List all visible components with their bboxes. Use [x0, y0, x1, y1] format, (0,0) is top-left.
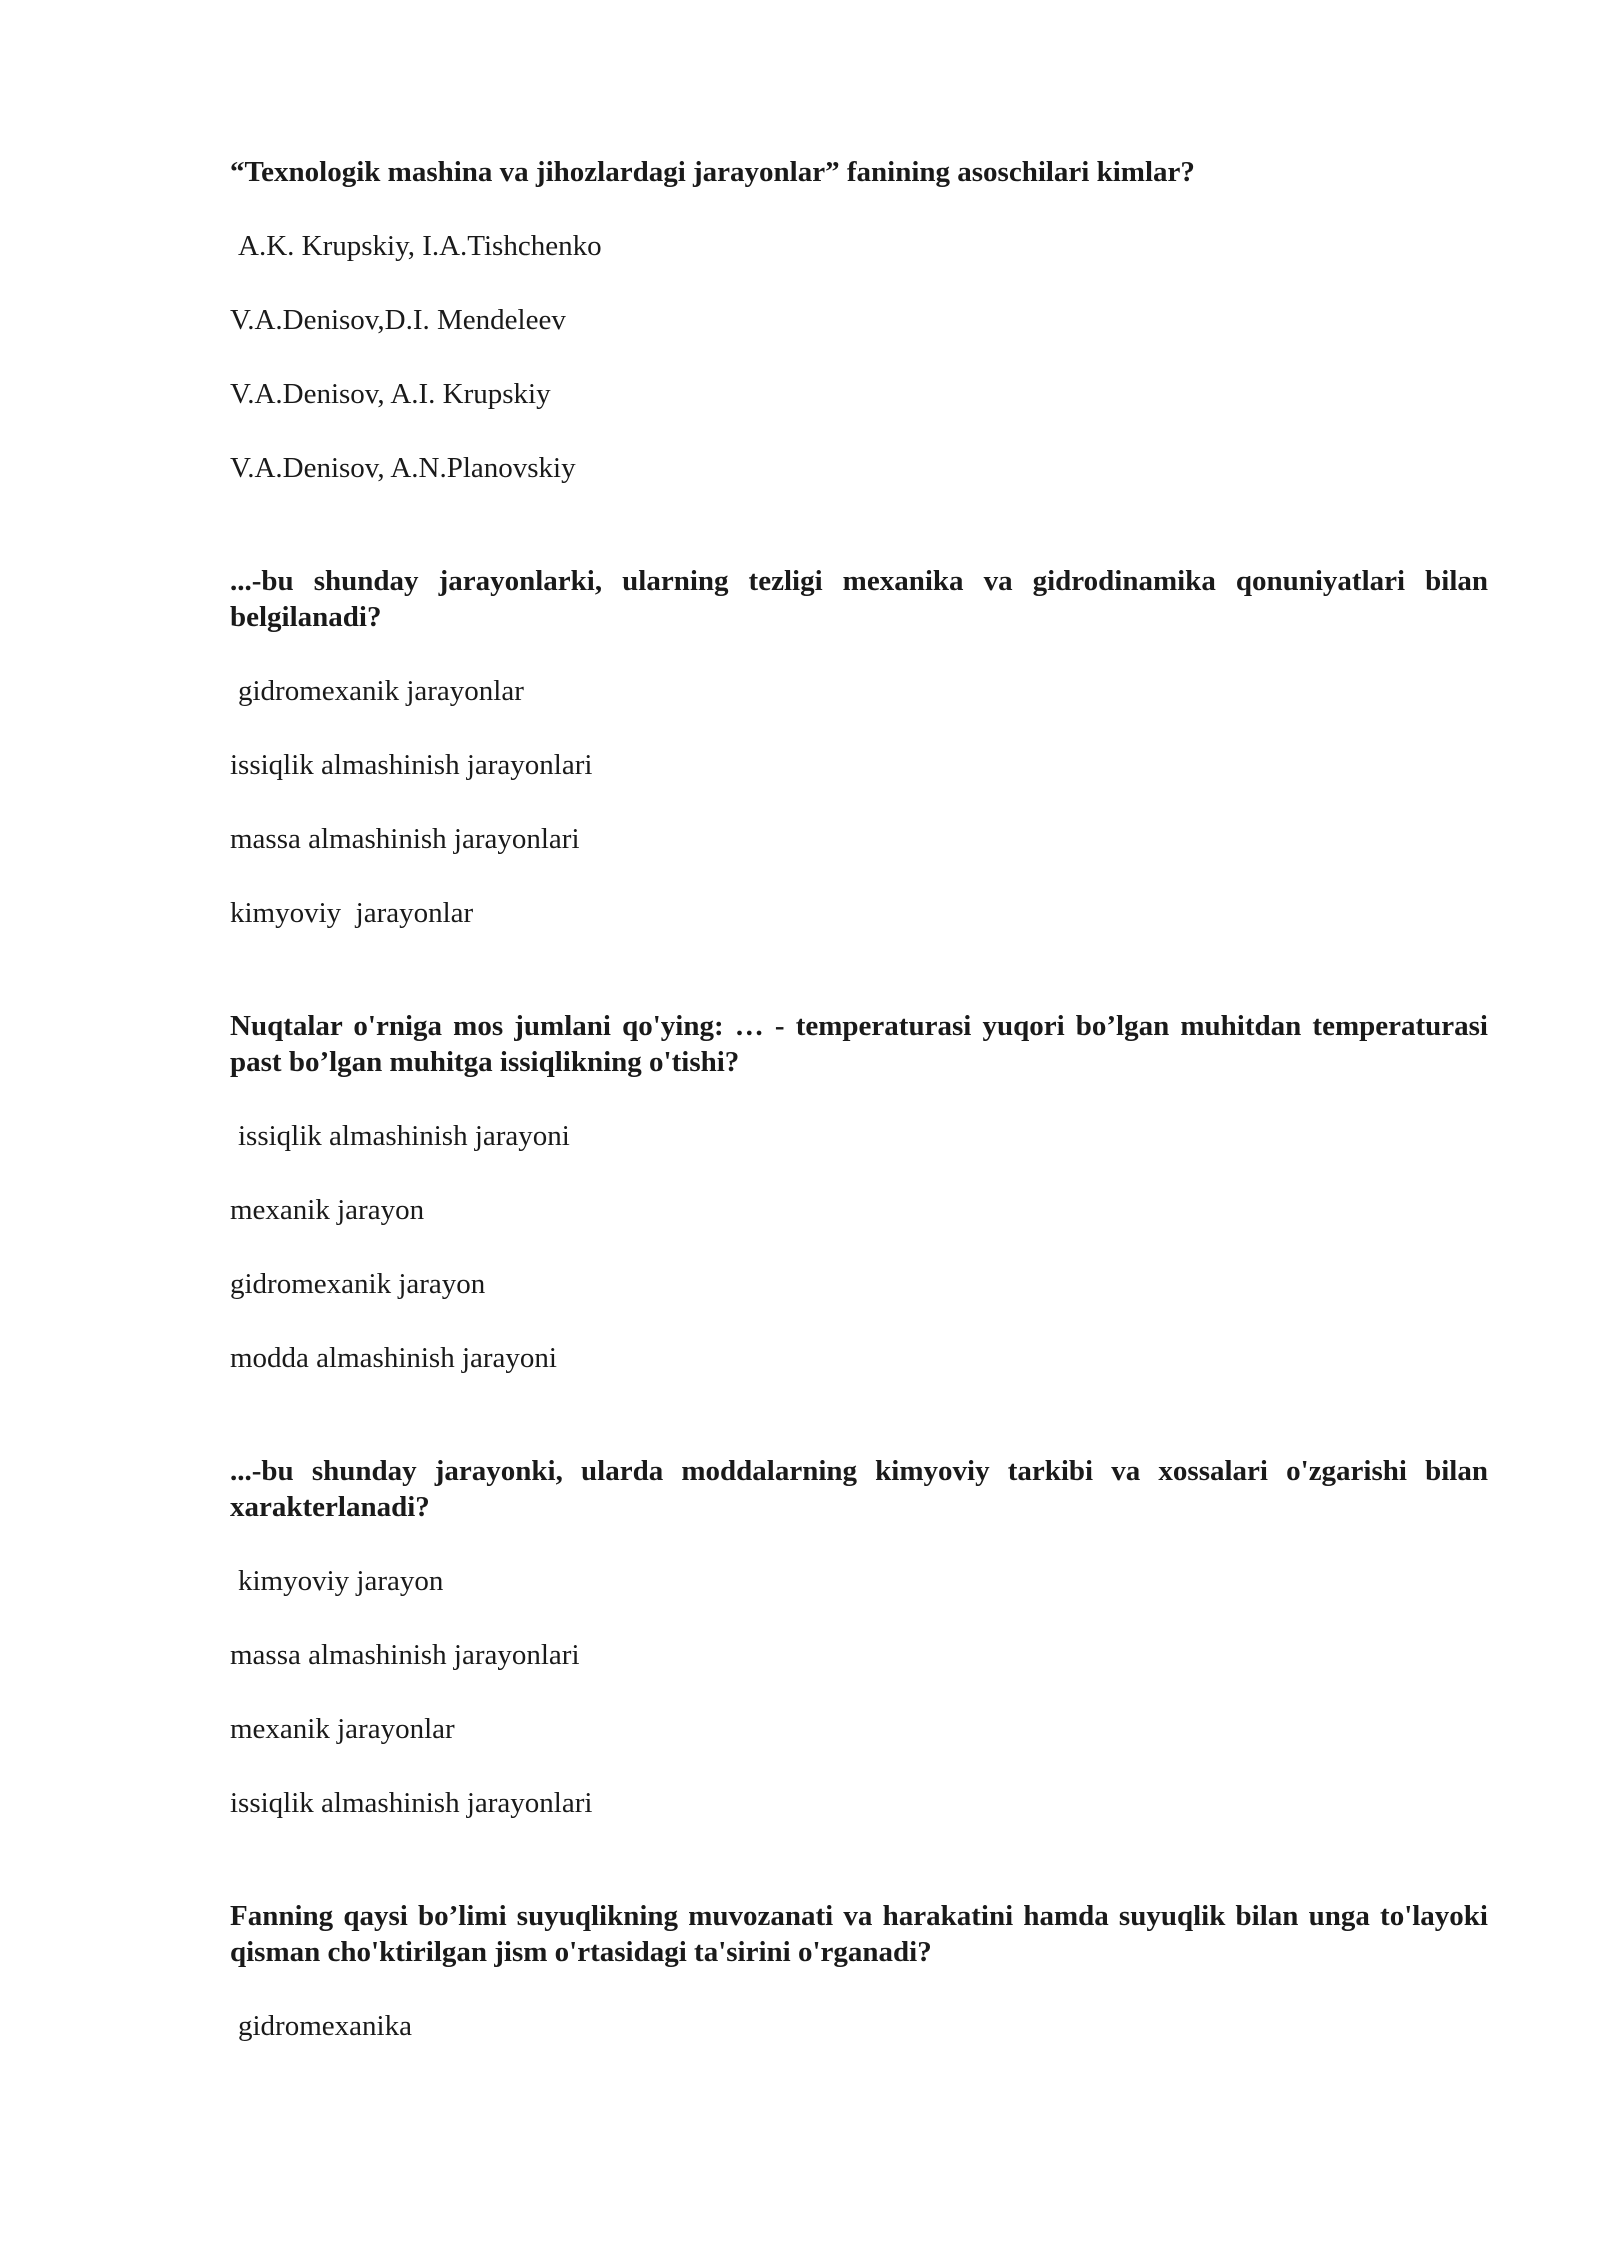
- question-4-option-2: massa almashinish jarayonlari: [230, 1639, 580, 1671]
- question-3-option-2: mexanik jarayon: [230, 1194, 425, 1226]
- question-4-text: ...-bu shunday jarayonki, ularda moddalarning kimyoviy tarkibi va xossalari o'zgarishi bilan xarakterlanadi?: [230, 1455, 1488, 1523]
- question-3-option-1: issiqlik almashinish jarayoni: [238, 1120, 570, 1152]
- question-2-option-4: kimyoviy jarayonlar: [230, 897, 474, 929]
- question-1-option-3: V.A.Denisov, A.I. Krupskiy: [230, 378, 551, 410]
- question-1-option-2: V.A.Denisov,D.I. Mendeleev: [230, 304, 566, 336]
- question-3-text: Nuqtalar o'rniga mos jumlani qo'ying: … - temperaturasi yuqori bo’lgan muhitdan temperaturasi past bo’lgan muhitga issiqlikning o'tishi?: [230, 1010, 1488, 1078]
- question-5-text: Fanning qaysi bo’limi suyuqlikning muvozanati va harakatini hamda suyuqlik bilan unga to'layoki qisman cho'ktirilgan jism o'rtasidagi ta'sirini o'rganadi?: [230, 1900, 1488, 1968]
- question-4-option-4: issiqlik almashinish jarayonlari: [230, 1787, 593, 1819]
- question-2-text: ...-bu shunday jarayonlarki, ularning tezligi mexanika va gidrodinamika qonuniyatlari bilan belgilanadi?: [230, 565, 1488, 633]
- question-3-option-4: modda almashinish jarayoni: [230, 1342, 557, 1374]
- question-4-option-1: kimyoviy jarayon: [238, 1565, 444, 1597]
- question-1-option-4: V.A.Denisov, A.N.Planovskiy: [230, 452, 576, 484]
- question-3-option-3: gidromexanik jarayon: [230, 1268, 486, 1300]
- question-4-option-3: mexanik jarayonlar: [230, 1713, 455, 1745]
- question-2-option-2: issiqlik almashinish jarayonlari: [230, 749, 593, 781]
- question-2-option-3: massa almashinish jarayonlari: [230, 823, 580, 855]
- question-5-option-1: gidromexanika: [238, 2010, 412, 2042]
- question-1-option-1: A.K. Krupskiy, I.A.Tishchenko: [238, 230, 602, 262]
- question-1-text: “Texnologik mashina va jihozlardagi jarayonlar” fanining asoschilari kimlar?: [230, 156, 1195, 188]
- question-2-option-1: gidromexanik jarayonlar: [238, 675, 524, 707]
